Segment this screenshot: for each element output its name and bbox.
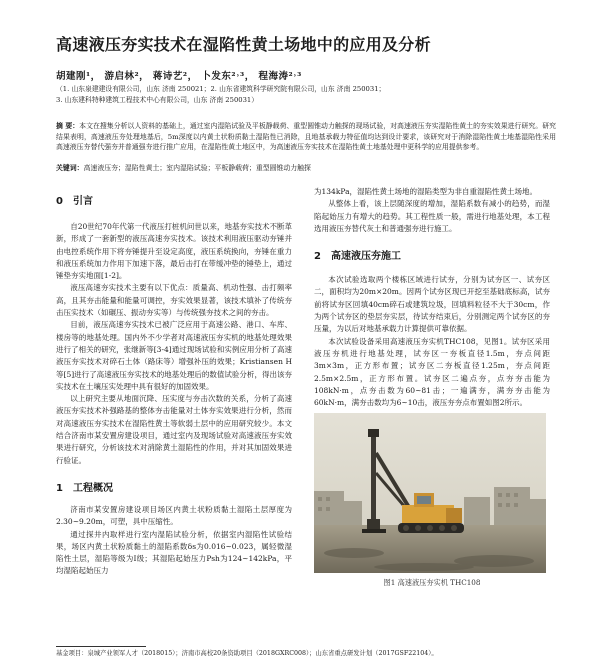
intro-paragraph: 目前，液压高速夯实技术已被广泛应用于高速公路、港口、车库、楼房等的地基处理。国内外不少学者对高速液压夯实机的地基处理效果进行了相关的研究，张继新等[3-4]通过现场试验和实例应用分析了高速液压夯实技术对碎石土体（路床等）增强补压的效果；Kristiansen H等[5]进行了高速液压夯实技术的地基处理后的数值试验分析，得出该夯实技术在土壤压实处理中具有很好的加固效果。 <box>56 320 292 391</box>
construction-paragraph: 本次试验选取两个楼栋区域进行试夯，分别为试夯区一、试夯区二，面积均为20m×20m。因两个试夯区现已开挖至基础底标高，试夯前将试夯区回填40cm碎石或建筑垃圾，回填料粒径不大于30cm，作为两个试夯区的垫层夯实层，待试夯结束后，分别测定两个试夯区的夯压量，为以后对地基承载力计算提供可靠依据。 <box>314 275 550 334</box>
section-heading-intro <box>56 192 292 207</box>
section-title: 高速液压夯施工 <box>330 251 401 263</box>
author-list: 胡建刚¹， 游启林²， 蒋诗艺²， 卜发东²˒³， 程海涛²˒³ <box>56 71 302 82</box>
section-title: 工程概况 <box>72 482 113 494</box>
body-paragraph: 为134kPa，湿陷性黄土场地的湿陷类型为非自重湿陷性黄土场地。 <box>314 187 538 196</box>
section-number: 1 <box>56 482 63 494</box>
footnote-rule <box>56 646 146 647</box>
affiliation-line-1: （1. 山东泉建建设有限公司，山东 济南 250021；2. 山东省建筑科学研究院有限公司，山东 济南 250031； <box>56 85 386 93</box>
section-title: 引言 <box>72 196 93 207</box>
abstract-label: 摘 要： <box>56 122 80 130</box>
section-heading-project <box>56 479 292 494</box>
abstract-text: 本文在搜集分析以人资料的基础上，通过室内湿陷试验及平板静载荷、重型圆锥动力触探的现场试验，对高速液压夯实湿陷性黄土的夯实效果进行研究。研究结果表明，高速液压夯处理地基后，5m深度以内黄土状粉质黏土湿陷性已消除，且地基承载力特征值均达到设计要求，该研究对于消除湿陷性黄土地基湿陷性采用高速液压夯替代强夯并普通强夯进行推广应用，在湿陷性黄土地区中，为高速液压夯实技术在湿陷性黄土地基处理中更科学的应用提供参考。 <box>56 122 556 152</box>
figure-caption: 图1 高速液压夯实机 THC108 <box>383 578 481 588</box>
paper-title: 高速液压夯实技术在湿陷性黄土场地中的应用及分析 <box>56 35 431 54</box>
keywords <box>56 163 556 173</box>
project-paragraph: 济南市某安置房建设项目场区内黄土状粉质黏土湿陷土层厚度为2.30~9.20m，可塑，具中压缩性。 <box>56 504 292 527</box>
section-heading-construction <box>314 247 550 262</box>
section-number: 0 <box>56 196 63 207</box>
keywords-text: 高速液压夯；湿陷性黄土；室内湿陷试验；平板静载荷；重型圆锥动力触探 <box>83 164 311 172</box>
affiliation-line-2: 3. 山东建科特种建筑工程技术中心有限公司，山东 济南 250031） <box>56 96 259 104</box>
intro-paragraph: 自20世纪70年代第一代液压打桩机问世以来，地基夯实技术不断革新，形成了一套新型的液压高速夯实技术。该技术利用液压驱动夯锤并由电控系统作用下将夯锤提升至设定高度，液压系统换向，夯锤在重力和液压系统加力作用下加速下落，最后击打在带缓冲垫的锤垫上，通过锤垫夯实地面[1-2]。 <box>56 222 292 281</box>
abstract <box>56 121 556 153</box>
project-paragraph: 通过探井内取样进行室内湿陷试验分析，依据室内湿陷性试验结果，场区内黄土状粉质黏土的湿陷系数δs为0.016~0.023，属轻微湿陷性土层，湿陷等级为Ⅰ级；其湿陷起始压力Psh为124~142kPa，平均湿陷起始压力 <box>56 529 292 576</box>
section-number: 2 <box>314 251 321 263</box>
body-paragraph: 从整体上看，该上层随深度的增加，湿陷系数有减小的趋势，而湿陷起始压力有增大的趋势。其工程性质一般，需进行地基处理，本工程选用液压夯替代灰土和普通强夯进行施工。 <box>314 199 550 233</box>
compactor-photo-illustration <box>314 413 546 573</box>
left-column <box>56 186 292 578</box>
intro-paragraph: 以上研究主要从地面沉降、压实度与夯击次数的关系，分析了高速液压夯实技术补强路基的整体夯击能量对土体夯实效果进行分析，然而对高速液压夯实技术在湿陷性黄土等软弱土层中的应用研究较少。本文结合济南市某安置房建设项目，通过室内及现场试验对高速液压夯实效果进行研究，分析该技术对消除黄土湿陷性的作用，并对其加固效果进行验证。 <box>56 394 292 465</box>
funding-footnote: 基金项目：泉城产业领军人才（2018015）；济南市高校20条资助项目（2018GXRC008）；山东省重点研发计划（2017GSF22104）。 <box>56 650 438 657</box>
intro-paragraph: 液压高速夯实技术主要有以下优点：质量高、机动性强、击打频率高，且其夯击能量和能量可调控，夯实效果显著，该技术填补了传统夯击压实技术（如碾压、振动夯实等）与传统强夯技术之间的夯击。 <box>56 283 292 318</box>
right-column <box>314 186 550 588</box>
keywords-label: 关键词： <box>56 164 84 172</box>
construction-paragraph: 本次试验设备采用高速液压夯实机THC108，见图1。试夯区采用液压夯机进行地基处理，试夯区一夯板直径1.5m，夯点间距3m×3m，正方形布置；试夯区二夯板直径1.25m，夯点间距2.5m×2.5m，正方形布置。试夯区二遍点夯，点夯夯击能为108kN·m，点夯击数为60~81击；一遍满夯，满夯夯击能为60kN·m，满夯击数均为6~10击，液压夯夯点布置如图2所示。 <box>314 336 550 408</box>
figure-photo-compactor <box>314 413 546 573</box>
